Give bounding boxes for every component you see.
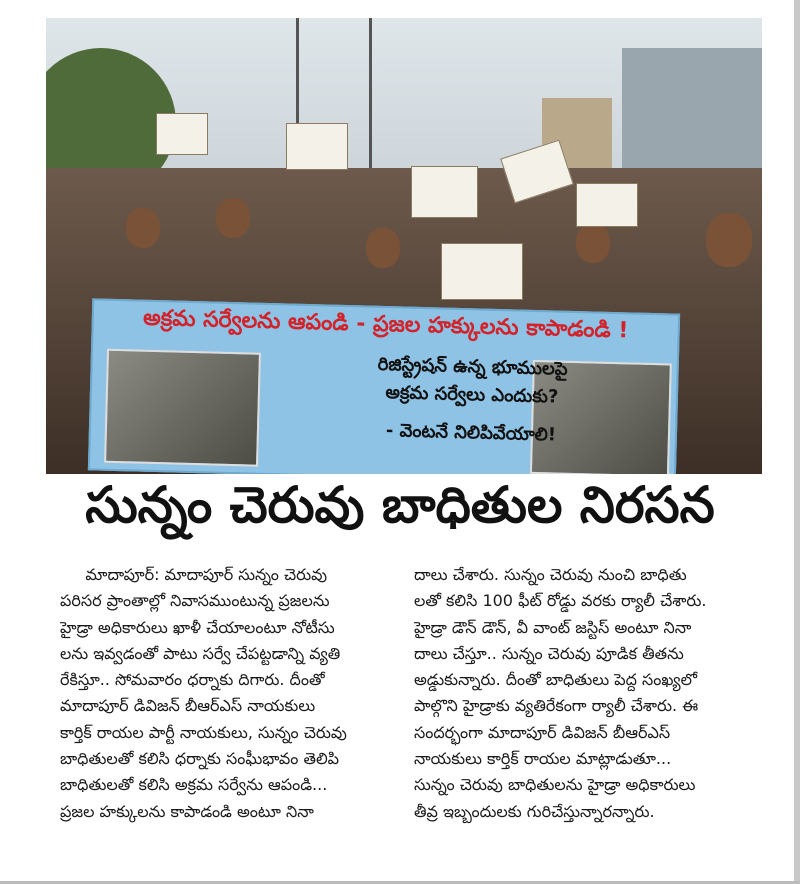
- protest-photo: [46, 18, 762, 474]
- banner-line: అక్రమ సర్వేలు ఎందుకు?: [385, 382, 559, 408]
- article-line: దాలు చేశారు. సున్నం చెరువు నుంచి బాధితు: [414, 565, 687, 584]
- article-line: ప్రజల హక్కులను కాపాడండి అంటూ నినా: [60, 801, 314, 821]
- banner-line: రిజిస్ట్రేషన్ ఉన్న భూములపై: [377, 353, 568, 380]
- placard: [411, 166, 478, 218]
- article-line: లను ఇవ్వడంతో పాటు సర్వే చేపట్టడాన్ని వ్యతి: [60, 643, 341, 663]
- article-column-left: [60, 562, 390, 825]
- article-line: అడ్డుకున్నారు. దీంతో బాధితులు పెద్ద సంఖ్యలో: [414, 670, 698, 690]
- article-line: హైడ్రా అధికారులు ఖాళీ చేయాలంటూ నోటీసు: [60, 617, 335, 637]
- article-line: మాదాపూర్ డివిజన్ బీఆర్ఎస్ నాయకులు: [60, 696, 316, 716]
- article-line: కార్తిక్ రాయల పార్టీ నాయకులు, సున్నం చెరువు: [60, 722, 347, 742]
- article-line: మాదాపూర్: మాదాపూర్ సున్నం చెరువు: [60, 565, 328, 584]
- placard: [576, 183, 638, 227]
- article-line: దాలు చేస్తూ.. సున్నం చెరువు పూడిక తీతను: [414, 643, 684, 663]
- placard: [156, 113, 208, 155]
- article-line: నాయకులు కార్తిక్ రాయల మాట్లాడుతూ...: [414, 749, 672, 769]
- protester: [216, 198, 250, 238]
- protester: [576, 223, 610, 263]
- protester: [366, 228, 400, 268]
- placard: [441, 243, 523, 300]
- article-line: సున్నం చెరువు బాధితులను హైడ్రా అధికారులు: [414, 775, 696, 795]
- article-headline: సున్నం చెరువు బాధితుల నిరసన: [85, 476, 715, 534]
- protester: [706, 213, 752, 267]
- article-line: పరిసర ప్రాంతాల్లో నివాసముంటున్న ప్రజలను: [60, 591, 330, 611]
- banner-demolition-image: [104, 349, 261, 467]
- article-line: తీవ్ర ఇబ్బందులకు గురిచేస్తున్నారన్నారు.: [414, 801, 655, 821]
- article-line: రేకిస్తూ.. సోమవారం ధర్నాకు దిగారు. దీంతో: [60, 670, 325, 690]
- banner-slogan: అక్రమ సర్వేలను ఆపండి - ప్రజల హక్కులను కాపాడండి !: [142, 305, 629, 344]
- article-line: హైడ్రా డౌన్ డౌన్, వీ వాంట్ జస్టిస్ అంటూ నినా: [414, 617, 692, 637]
- banner-line: - వెంటనే నిలిపివేయాలి!: [385, 420, 557, 446]
- article-column-right: [414, 562, 744, 825]
- protester: [126, 208, 160, 248]
- placard: [286, 123, 348, 170]
- article-line: సందర్భంగా మాదాపూర్ డివిజన్ బీఆర్ఎస్: [414, 722, 671, 742]
- article-line: బాధితులతో కలిసి ధర్నాకు సంఘీభావం తెలిపి: [60, 749, 340, 769]
- protest-banner: [88, 298, 680, 474]
- page-edge: [794, 0, 800, 884]
- article-line: లతో కలిసి 100 ఫీట్ రోడ్డు వరకు ర్యాలీ చేశారు.: [414, 591, 707, 611]
- article-line: బాధితులతో కలిసి అక్రమ సర్వేను ఆపండి...: [60, 775, 328, 795]
- article-line: పాల్గొని హైడ్రాకు వ్యతిరేకంగా ర్యాలీ చేశారు. ఈ: [414, 696, 699, 716]
